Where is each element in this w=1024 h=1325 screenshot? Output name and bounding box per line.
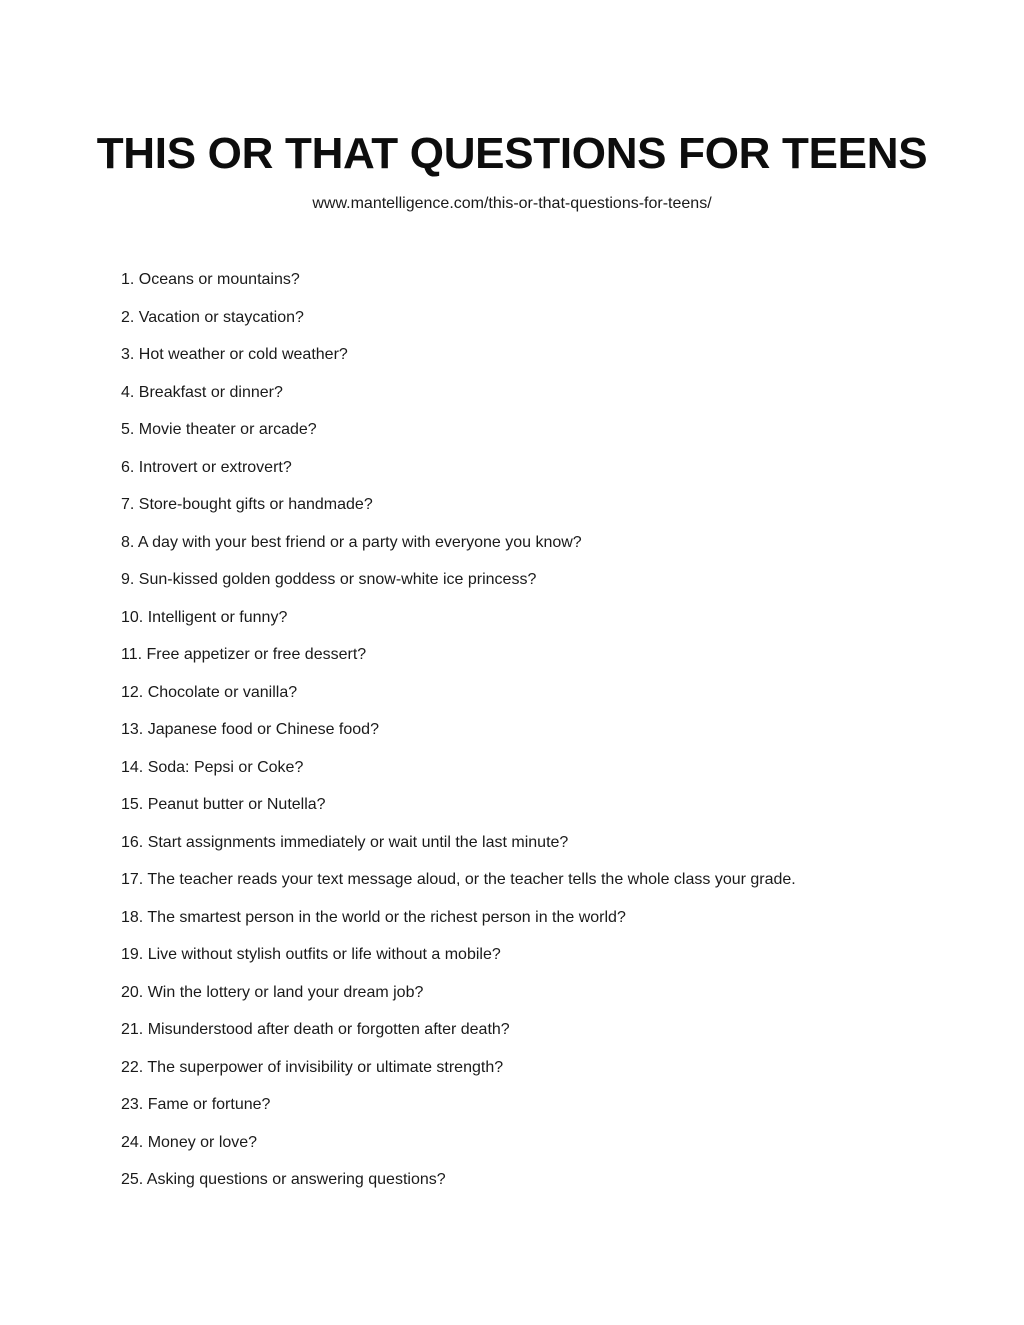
question-item: 8. A day with your best friend or a party with everyone you know? bbox=[121, 533, 582, 551]
question-item: 14. Soda: Pepsi or Coke? bbox=[121, 758, 304, 776]
question-item: 25. Asking questions or answering questions? bbox=[121, 1171, 446, 1188]
question-item: 10. Intelligent or funny? bbox=[121, 608, 288, 626]
question-item: 11. Free appetizer or free dessert? bbox=[121, 646, 367, 663]
question-item: 3. Hot weather or cold weather? bbox=[121, 346, 348, 363]
question-item: 15. Peanut butter or Nutella? bbox=[121, 796, 326, 813]
question-item: 22. The superpower of invisibility or ultimate strength? bbox=[121, 1058, 504, 1076]
question-item: 9. Sun-kissed golden goddess or snow-white ice princess? bbox=[121, 571, 537, 588]
question-item: 20. Win the lottery or land your dream job? bbox=[121, 983, 424, 1001]
question-item: 18. The smartest person in the world or the richest person in the world? bbox=[121, 908, 626, 926]
question-item: 13. Japanese food or Chinese food? bbox=[121, 721, 379, 738]
question-item: 5. Movie theater or arcade? bbox=[121, 421, 317, 438]
question-item: 24. Money or love? bbox=[121, 1133, 258, 1151]
question-item: 16. Start assignments immediately or wait until the last minute? bbox=[121, 833, 569, 851]
question-item: 17. The teacher reads your text message aloud, or the teacher tells the whole class your grade. bbox=[121, 871, 796, 888]
question-item: 7. Store-bought gifts or handmade? bbox=[121, 496, 373, 513]
question-item: 6. Introvert or extrovert? bbox=[121, 458, 292, 476]
question-item: 1. Oceans or mountains? bbox=[121, 271, 300, 288]
question-item: 21. Misunderstood after death or forgotten after death? bbox=[121, 1021, 510, 1038]
question-item: 23. Fame or fortune? bbox=[121, 1096, 271, 1113]
question-item: 4. Breakfast or dinner? bbox=[121, 383, 283, 401]
question-item: 19. Live without stylish outfits or life without a mobile? bbox=[121, 946, 501, 963]
source-url: www.mantelligence.com/this-or-that-questions-for-teens/ bbox=[312, 195, 712, 212]
question-item: 2. Vacation or staycation? bbox=[121, 308, 304, 326]
question-list bbox=[121, 269, 981, 1207]
page-title: THIS OR THAT QUESTIONS FOR TEENS bbox=[96, 129, 928, 178]
question-item: 12. Chocolate or vanilla? bbox=[121, 683, 298, 701]
